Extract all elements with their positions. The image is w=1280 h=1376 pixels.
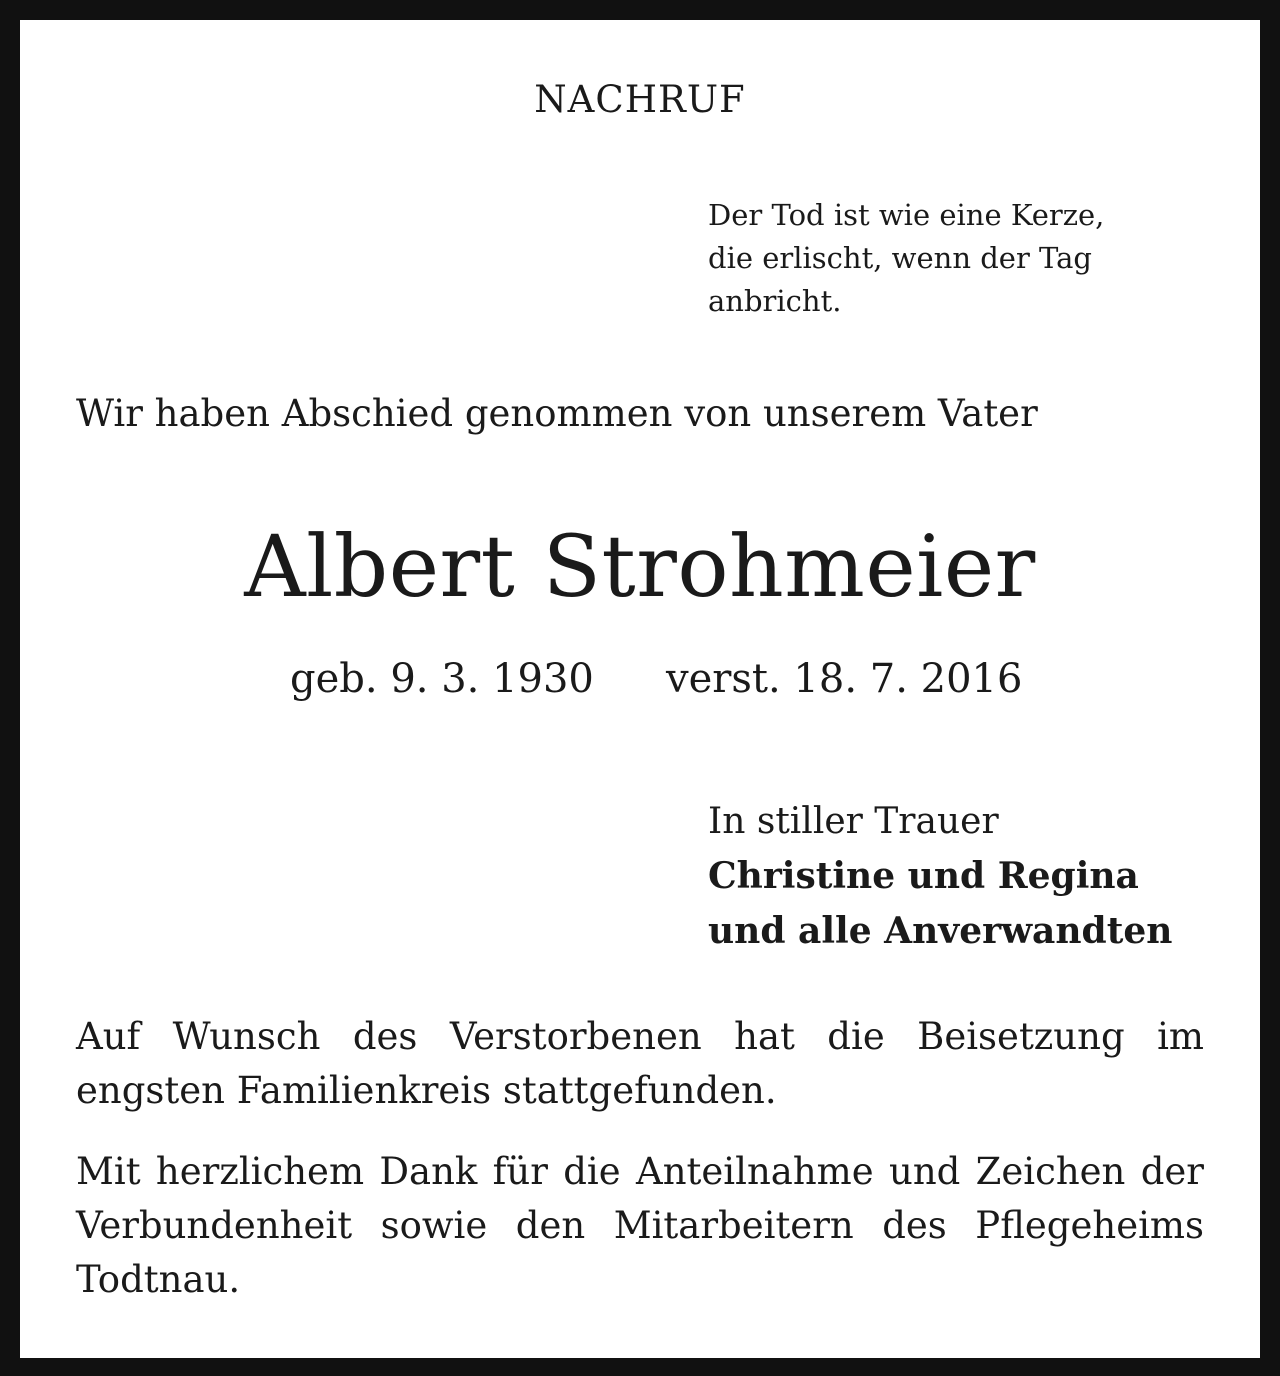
intro-text: Wir haben Abschied genommen von unserem Vater (76, 392, 1038, 435)
mourners-names: Christine und Regina (708, 855, 1139, 897)
notice-heading: NACHRUF (534, 78, 746, 121)
thanks-note: Mit herzlichem Dank für die Anteilnahme und Zeichen der Verbundenheit sowie den Mitarbeitern des Pflegeheims Todtnau. (76, 1150, 1204, 1301)
quote-line: anbricht. (708, 284, 842, 318)
quote-line: die erlischt, wenn der Tag (708, 241, 1092, 275)
mourners-relatives: und alle Anverwandten (708, 910, 1173, 952)
birth-date: geb. 9. 3. 1930 (290, 656, 594, 702)
mourning-intro: In stiller Trauer (708, 801, 999, 842)
deceased-name: Albert Strohmeier (244, 518, 1036, 617)
death-date: verst. 18. 7. 2016 (666, 656, 1023, 702)
burial-note: Auf Wunsch des Verstorbenen hat die Beisetzung im engsten Familienkreis stattgefunden. (76, 1015, 1204, 1112)
memorial-quote (708, 194, 1104, 323)
mourners-block (708, 794, 1172, 959)
quote-line: Der Tod ist wie eine Kerze, (708, 198, 1105, 232)
